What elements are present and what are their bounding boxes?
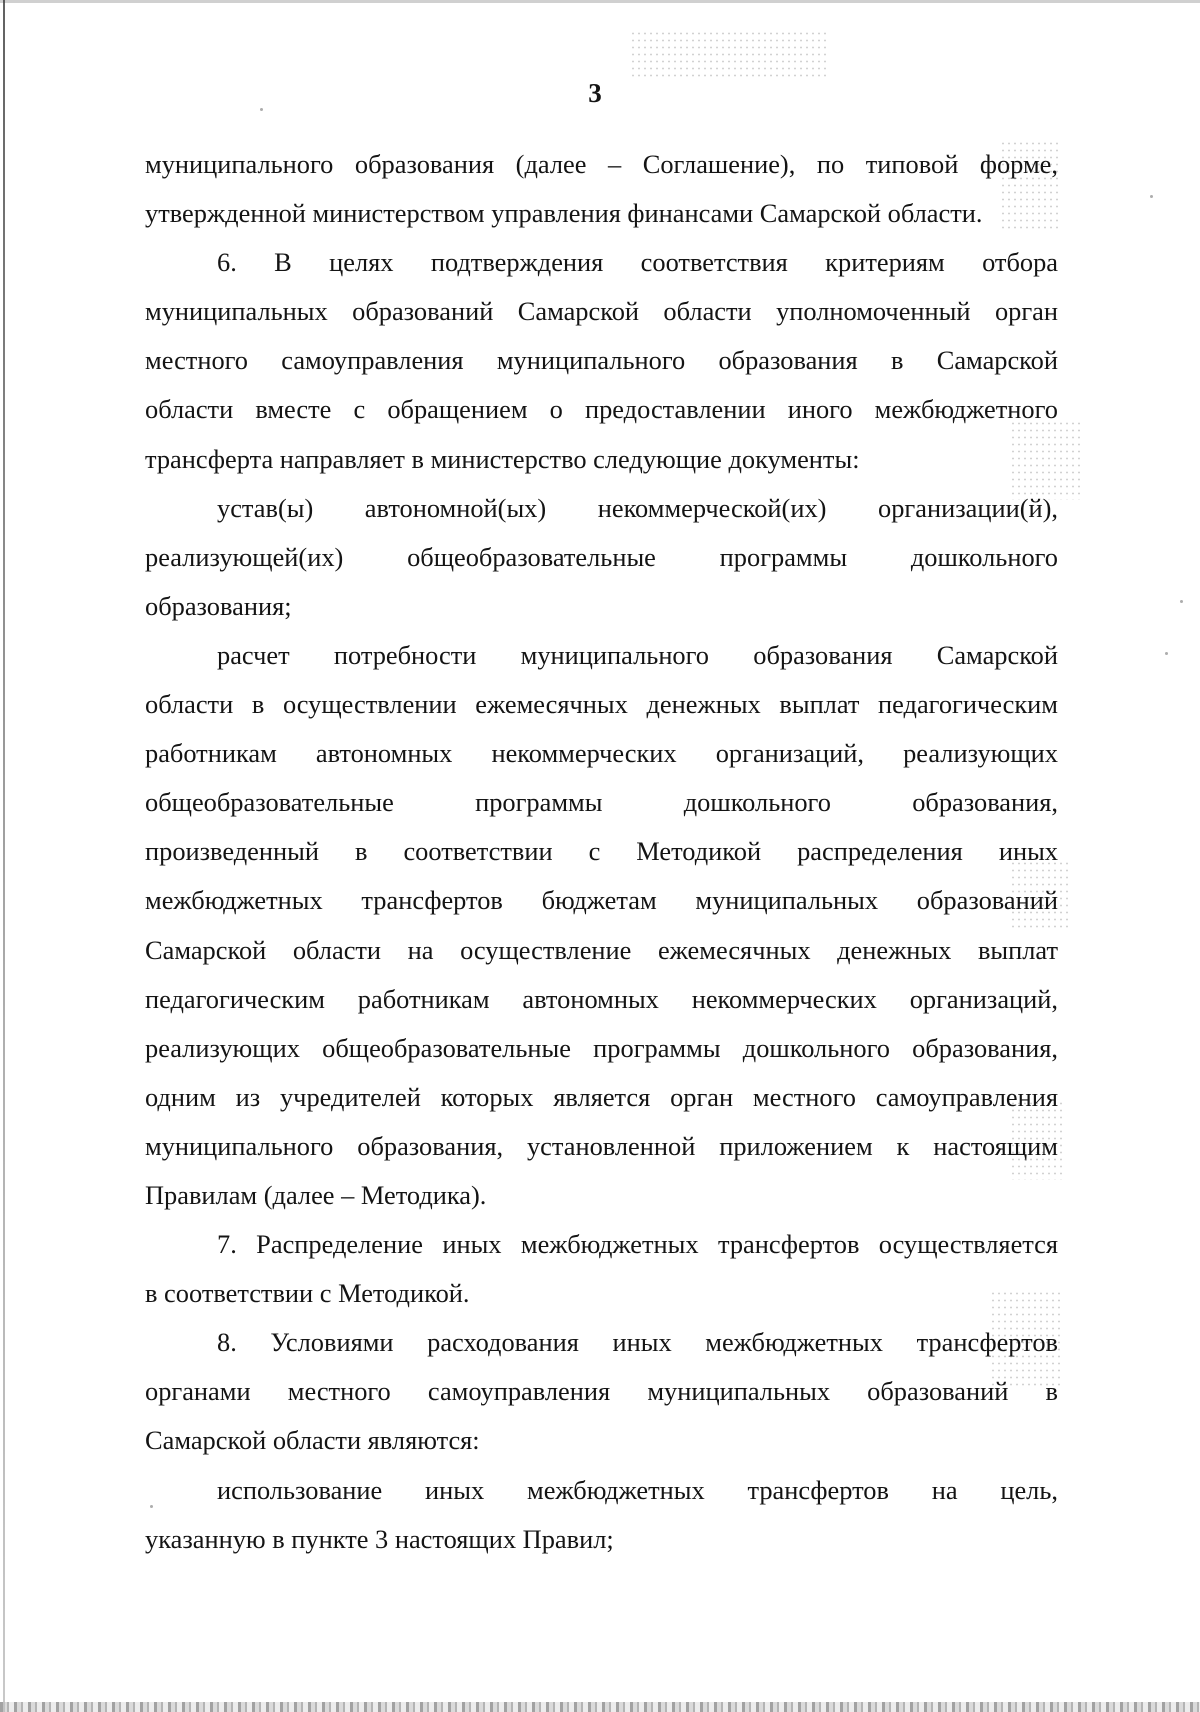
text-line: одним из учредителей которых является орган местного самоуправления	[145, 1081, 1058, 1112]
paragraph	[145, 140, 1058, 238]
text-line: местного самоуправления муниципального образования в Самарской	[145, 345, 1058, 376]
text-line: области вместе с обращением о предоставлении иного межбюджетного	[145, 394, 1058, 425]
text-line: муниципального образования, установленной приложением к настоящим	[145, 1130, 1058, 1161]
scan-speck	[1150, 195, 1153, 198]
text-line: межбюджетных трансфертов бюджетам муниципальных образований	[145, 885, 1058, 916]
scan-edge-top	[0, 0, 1200, 3]
text-line: использование иных межбюджетных трансфертов на цель,	[217, 1474, 1058, 1505]
text-line: Правилам (далее – Методика).	[145, 1179, 487, 1210]
text-line: в соответствии с Методикой.	[145, 1278, 470, 1309]
text-line: Самарской области на осуществление ежемесячных денежных выплат	[145, 934, 1058, 965]
text-line: муниципальных образований Самарской области уполномоченный орган	[145, 296, 1058, 327]
scan-edge-left	[3, 0, 5, 1712]
text-line: устав(ы) автономной(ых) некоммерческой(их) организации(й),	[217, 492, 1058, 523]
text-line: общеобразовательные программы дошкольного образования,	[145, 787, 1058, 818]
text-line: 8. Условиями расходования иных межбюджетных трансфертов	[217, 1327, 1058, 1358]
paragraph-7	[145, 1220, 1058, 1318]
paragraph	[145, 1466, 1058, 1564]
text-line: Самарской области являются:	[145, 1425, 480, 1456]
text-line: органами местного самоуправления муниципальных образований в	[145, 1376, 1058, 1407]
scan-speck	[1165, 652, 1168, 655]
scan-speck	[1180, 600, 1183, 603]
text-line: произведенный в соответствии с Методикой распределения иных	[145, 836, 1058, 867]
text-line: расчет потребности муниципального образования Самарской	[217, 639, 1058, 670]
text-line: работникам автономных некоммерческих организаций, реализующих	[145, 738, 1058, 769]
scan-noise	[630, 30, 830, 80]
paragraph	[145, 631, 1058, 1220]
text-line: реализующей(их) общеобразовательные программы дошкольного	[145, 541, 1058, 572]
paragraph	[145, 484, 1058, 631]
text-line: области в осуществлении ежемесячных денежных выплат педагогическим	[145, 689, 1058, 720]
text-line: муниципального образования (далее – Соглашение), по типовой форме,	[145, 149, 1058, 179]
text-line: утвержденной министерством управления финансами Самарской области.	[145, 198, 983, 229]
text-line: указанную в пункте 3 настоящих Правил;	[145, 1523, 614, 1554]
text-line: 6. В целях подтверждения соответствия критериям отбора	[217, 247, 1058, 278]
paragraph-8	[145, 1318, 1058, 1465]
paragraph-6	[145, 238, 1058, 483]
document-body	[145, 140, 1058, 1564]
text-line: педагогическим работникам автономных некоммерческих организаций,	[145, 983, 1058, 1014]
scan-edge-bottom	[0, 1702, 1200, 1712]
page-number: 3	[588, 78, 602, 108]
text-line: образования;	[145, 590, 292, 621]
text-line: реализующих общеобразовательные программы дошкольного образования,	[145, 1032, 1058, 1063]
text-line: трансферта направляет в министерство следующие документы:	[145, 443, 860, 474]
text-line: 7. Распределение иных межбюджетных трансфертов осуществляется	[217, 1229, 1058, 1260]
